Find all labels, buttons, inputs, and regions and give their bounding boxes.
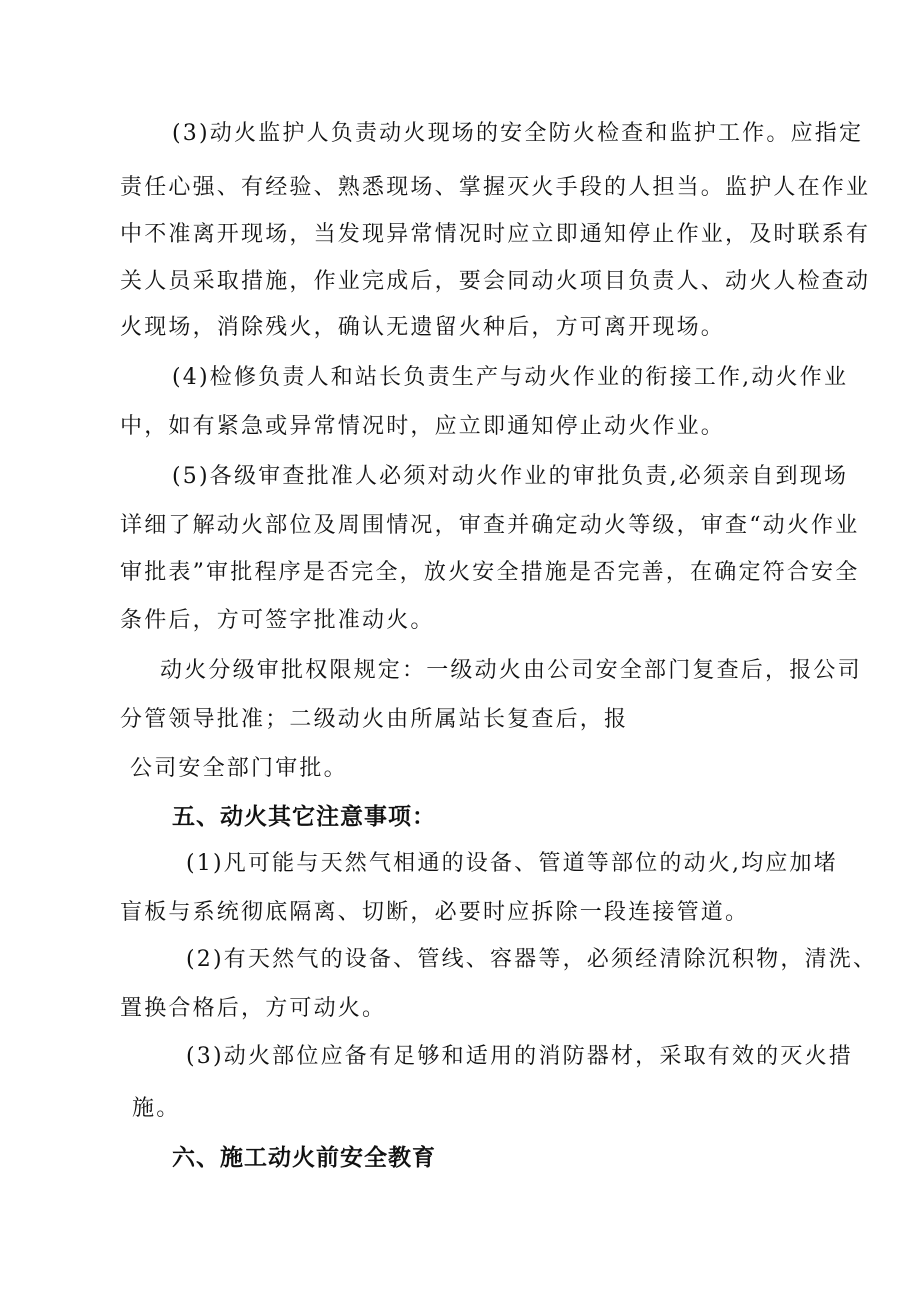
text-line: 详细了解动火部位及周围情况，审查并确定动火等级，审查“动火作业 — [120, 513, 860, 538]
text-line: 中，如有紧急或异常情况时，应立即通知停止动火作业。 — [120, 414, 726, 439]
text-line: (3)动火监护人负责动火现场的安全防火检查和监护工作。应指定 — [172, 121, 864, 146]
text-line: 责任心强、有经验、熟悉现场、掌握灭火手段的人担当。监护人在作业 — [120, 175, 871, 200]
text-line: (1)凡可能与天然气相通的设备、管道等部位的动火,均应加堵 — [186, 851, 838, 876]
text-line: 关人员采取措施，作业完成后，要会同动火项目负责人、动火人检查动 — [120, 269, 871, 294]
text-line: 公司安全部门审批。 — [130, 756, 348, 781]
section-heading-5: 五、动火其它注意事项： — [172, 804, 436, 830]
text-line: 施。 — [132, 1096, 181, 1121]
text-line: 分管领导批准；二级动火由所属站长复查后，报 — [120, 707, 629, 732]
text-line: 置换合格后，方可动火。 — [120, 996, 387, 1021]
text-line: 审批表”审批程序是否完全，放火安全措施是否完善，在确定符合安全 — [120, 560, 860, 585]
text-line: (2)有天然气的设备、管线、容器等，必须经清除沉积物，清洗、 — [186, 947, 878, 972]
text-line: 火现场，消除残火，确认无遗留火种后，方可离开现场。 — [120, 315, 726, 340]
text-line: 动火分级审批权限规定：一级动火由公司安全部门复查后，报公司 — [160, 658, 862, 683]
text-line: 条件后，方可签字批准动火。 — [120, 608, 435, 633]
text-line: 盲板与系统彻底隔离、切断，必要时应拆除一段连接管道。 — [120, 900, 750, 925]
text-line: (5)各级审查批准人必须对动火作业的审批负责,必须亲自到现场 — [172, 464, 849, 489]
text-line: 中不准离开现场，当发现异常情况时应立即通知停止作业，及时联系有 — [120, 222, 871, 247]
text-line: (4)检修负责人和站长负责生产与动火作业的衔接工作,动火作业 — [172, 365, 849, 390]
section-heading-6: 六、施工动火前安全教育 — [172, 1145, 436, 1171]
text-line: (3)动火部位应备有足够和适用的消防器材，采取有效的灭火措 — [186, 1044, 853, 1069]
